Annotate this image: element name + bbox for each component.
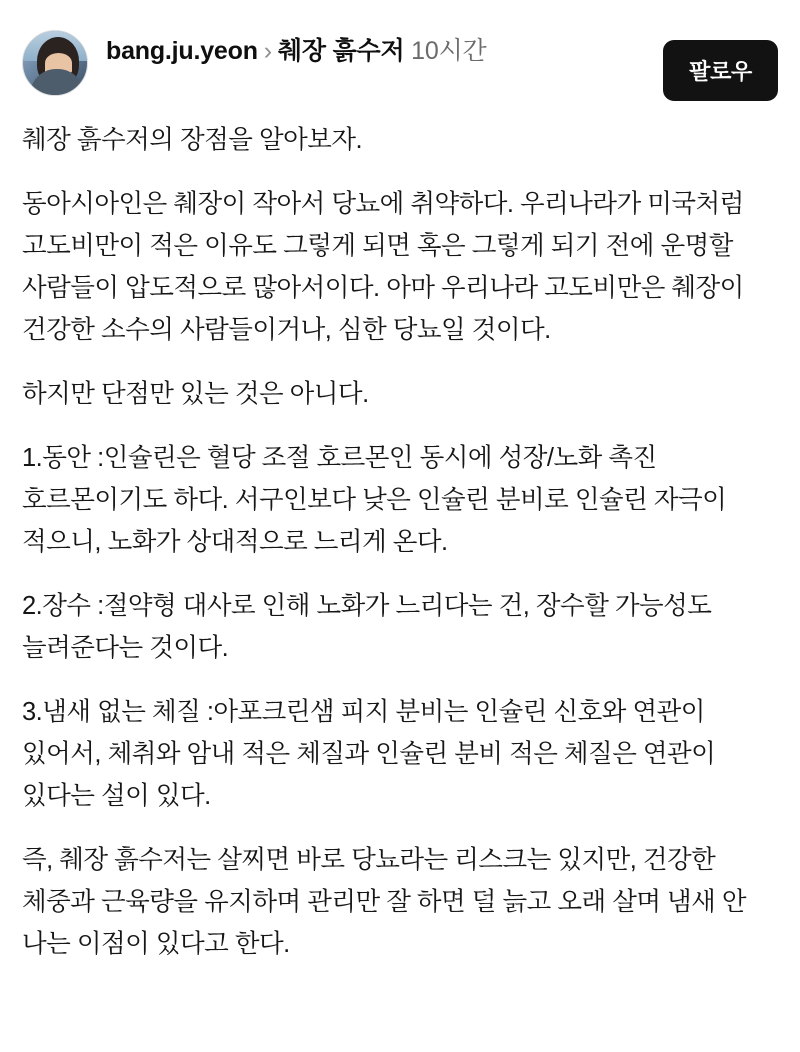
header-title-line: [106, 34, 663, 68]
post-paragraph: 3.냄새 없는 체질 :아포크린샘 피지 분비는 인슐린 신호와 연관이 있어서, 체취와 암내 적은 체질과 인슐린 분비 적은 체질은 연관이 있다는 설이 있다.: [22, 698, 716, 810]
timestamp: 10시간: [411, 37, 487, 65]
follow-button[interactable]: 팔로우: [663, 40, 778, 101]
post-paragraph: 즉, 췌장 흙수저는 살찌면 바로 당뇨라는 리스크는 있지만, 건강한 체중과 근육량을 유지하며 관리만 잘 하면 덜 늙고 오래 살며 냄새 안 나는 이점이 있다고 한다.: [22, 846, 747, 958]
chevron-right-icon: ›: [263, 37, 272, 65]
post-paragraph: 췌장 흙수저의 장점을 알아보자.: [22, 126, 363, 154]
avatar[interactable]: [22, 30, 88, 96]
post-header: [0, 0, 800, 111]
post-paragraph: 2.장수 :절약형 대사로 인해 노화가 느리다는 건, 장수할 가능성도 늘려준다는 것이다.: [22, 592, 712, 662]
post-paragraph: 동아시아인은 췌장이 작아서 당뇨에 취약하다. 우리나라가 미국처럼 고도비만이 적은 이유도 그렇게 되면 혹은 그렇게 되기 전에 운명할 사람들이 압도적으로 많아서이다. 아마 우리나라 고도비만은 췌장이 건강한 소수의 사람들이거나, 심한 당뇨일 것이다.: [22, 190, 744, 344]
header-text-block: [88, 30, 663, 68]
audio-title-link[interactable]: 췌장 흙수저: [277, 37, 405, 65]
post-body: [0, 111, 800, 965]
post-paragraph: 하지만 단점만 있는 것은 아니다.: [22, 380, 369, 408]
username-link[interactable]: bang.ju.yeon: [106, 37, 258, 65]
post-paragraph: 1.동안 :인슐린은 혈당 조절 호르몬인 동시에 성장/노화 촉진 호르몬이기도 하다. 서구인보다 낮은 인슐린 분비로 인슐린 자극이 적으니, 노화가 상대적으로 느리게 온다.: [22, 444, 727, 556]
